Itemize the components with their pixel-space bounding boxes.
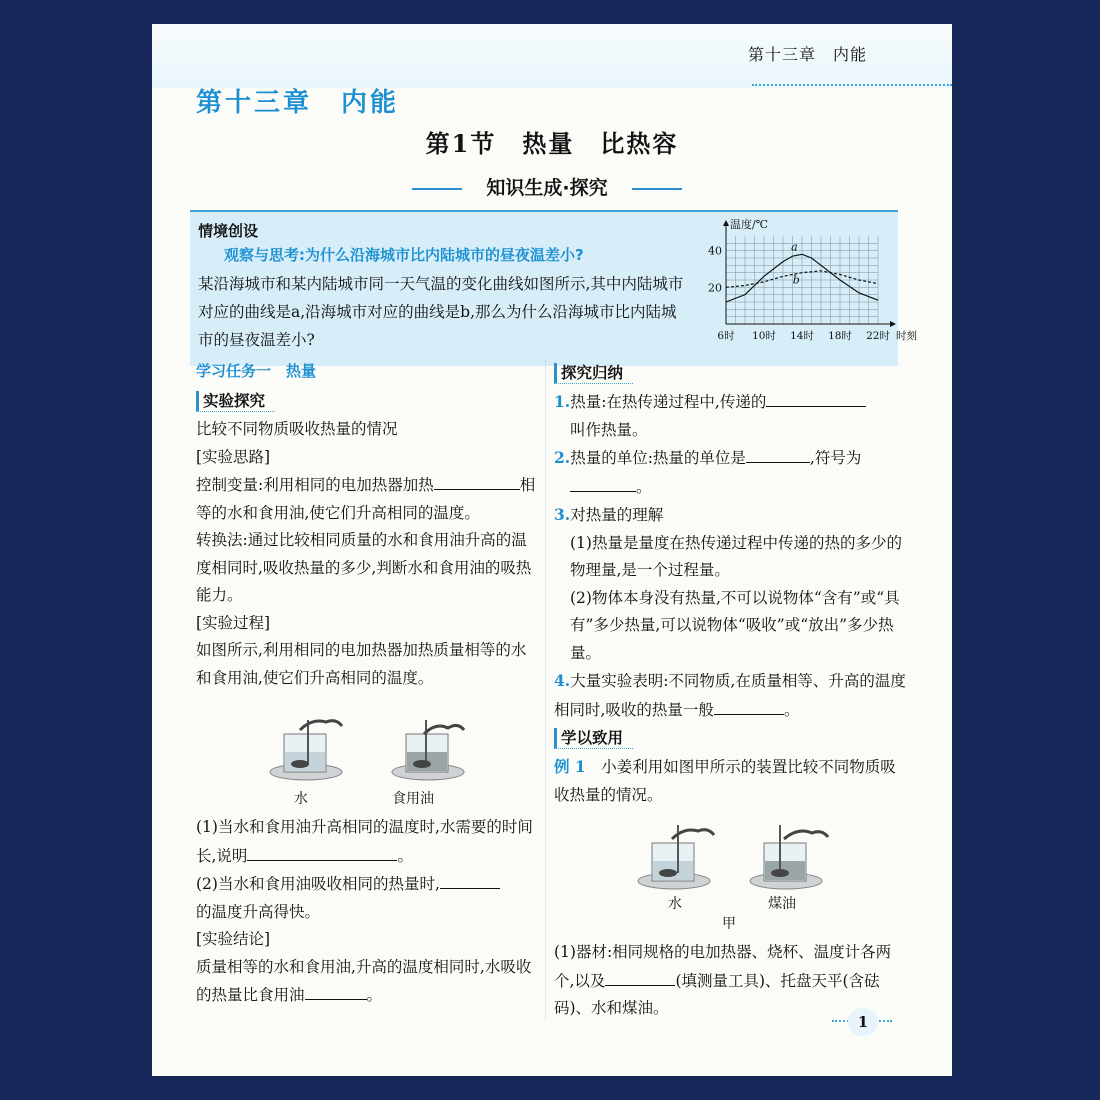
example-figure-caption: 甲 bbox=[722, 916, 736, 932]
figure-label-water: 水 bbox=[294, 791, 308, 807]
question-1 bbox=[196, 814, 536, 870]
conclusion-heading: [实验结论] bbox=[196, 930, 271, 948]
summary-item-1-text: 热量:在热传递过程中,传递的 bbox=[570, 393, 767, 411]
answer-blank[interactable] bbox=[440, 870, 500, 889]
answer-blank[interactable] bbox=[434, 471, 520, 490]
beaker-water bbox=[270, 720, 342, 780]
header-dotted-line bbox=[752, 84, 952, 86]
example-beakers-illustration bbox=[554, 817, 904, 917]
chapter-title: 第十三章 内能 bbox=[196, 88, 400, 118]
beaker-water-ex bbox=[638, 825, 714, 889]
y-tick-label: 20 bbox=[708, 281, 722, 295]
figure-label-oil: 食用油 bbox=[392, 791, 434, 807]
summary-item-2-text: 热量的单位:热量的单位是 bbox=[570, 449, 746, 467]
y-axis-label: 温度/℃ bbox=[730, 218, 769, 231]
conclusion-end: 。 bbox=[366, 986, 383, 1004]
answer-blank[interactable] bbox=[570, 473, 636, 492]
situation-text: 某沿海城市和某内陆城市同一天气温的变化曲线如图所示,其中内陆城市对应的曲线是a,沿海城市对应的曲线是b,那么为什么沿海城市比内陆城市的昼夜温差小? bbox=[198, 275, 684, 349]
temperature-chart bbox=[696, 216, 917, 350]
beakers-illustration bbox=[196, 700, 536, 810]
summary-item-3-heading: 对热量的理解 bbox=[570, 506, 664, 524]
process-text: 如图所示,利用相同的电加热器加热质量相等的水和食用油,使它们升高相同的温度。 bbox=[196, 641, 527, 687]
answer-blank[interactable] bbox=[766, 388, 866, 407]
summary-item-1 bbox=[554, 388, 906, 444]
experiment-intro: 比较不同物质吸收热量的情况 bbox=[196, 420, 398, 438]
example-1 bbox=[554, 753, 906, 809]
y-axis-arrow bbox=[723, 220, 729, 226]
summary-item-3 bbox=[554, 501, 906, 530]
question-1-end: 。 bbox=[397, 846, 413, 865]
example-label: 例 1 bbox=[554, 757, 586, 776]
answer-blank[interactable] bbox=[714, 696, 784, 715]
example-label-kerosene: 煤油 bbox=[768, 896, 796, 912]
chart-labels bbox=[708, 217, 917, 342]
summary-item-2-end: 。 bbox=[636, 477, 652, 496]
answer-blank[interactable] bbox=[605, 967, 675, 986]
situation-title: 情境创设 bbox=[198, 222, 259, 240]
example-question-1-text: (1)器材:相同规格的电加热器、烧杯、温度计各两个,以及 bbox=[554, 943, 892, 990]
section-banner bbox=[412, 172, 682, 206]
right-column bbox=[554, 360, 906, 1023]
series-label-b: b bbox=[792, 273, 800, 287]
task-title: 学习任务一 热量 bbox=[196, 362, 317, 380]
idea-1 bbox=[196, 471, 536, 527]
beaker-kerosene-ex bbox=[750, 825, 828, 889]
apply-tag: 学以致用 bbox=[554, 728, 633, 749]
x-axis-label: 时刻 bbox=[896, 330, 917, 342]
question-2 bbox=[196, 870, 536, 926]
summary-item-3-2: (2)物体本身没有热量,不可以说物体“含有”或“具有”多少热量,可以说物体“吸收”或“放出”多少热量。 bbox=[570, 588, 900, 662]
situation-box bbox=[190, 210, 917, 366]
idea-2: 转换法:通过比较相同质量的水和食用油升高的温度相同时,吸收热量的多少,判断水和食用油的吸热能力。 bbox=[196, 531, 532, 604]
conclusion bbox=[196, 954, 536, 1010]
column-divider bbox=[545, 360, 546, 1020]
section-title: 第1节 热量 比热容 bbox=[425, 129, 679, 158]
summary-tag: 探究归纳 bbox=[554, 363, 633, 384]
item-number: 1. bbox=[554, 392, 571, 411]
x-tick-label: 22时 bbox=[866, 330, 890, 342]
answer-blank[interactable] bbox=[247, 842, 397, 861]
item-number: 2. bbox=[554, 448, 571, 467]
banner-label: 知识生成·探究 bbox=[462, 174, 632, 202]
page-number-value: 1 bbox=[848, 1008, 878, 1036]
example-text: 小姜利用如图甲所示的装置比较不同物质吸收热量的情况。 bbox=[554, 758, 896, 804]
x-axis-arrow bbox=[890, 321, 896, 327]
question-2-text: (2)当水和食用油吸收相同的热量时, bbox=[196, 875, 440, 893]
running-header: 第十三章 内能 bbox=[748, 45, 868, 64]
summary-item-4-text: 大量实验表明:不同物质,在质量相等、升高的温度相同时,吸收的热量一般 bbox=[554, 672, 906, 719]
summary-item-4-end: 。 bbox=[783, 700, 800, 719]
x-tick-label: 10时 bbox=[752, 330, 776, 342]
idea-1-text: 控制变量:利用相同的电加热器加热 bbox=[196, 476, 434, 494]
answer-blank[interactable] bbox=[305, 981, 367, 1000]
x-tick-label: 18时 bbox=[828, 330, 852, 342]
experiment-tag: 实验探究 bbox=[196, 391, 275, 412]
y-tick-label: 40 bbox=[708, 244, 722, 258]
chart-axes bbox=[723, 220, 896, 327]
experiment-figure bbox=[196, 700, 536, 810]
idea-heading: [实验思路] bbox=[196, 447, 271, 466]
question-1-text: (1)当水和食用油升高相同的温度时,水需要的时间长,说明 bbox=[196, 818, 533, 865]
example-figure bbox=[554, 817, 906, 935]
item-number: 4. bbox=[554, 671, 571, 690]
example-question-1-end: (填测量工具)、托盘天平(含砝码)、水和煤油。 bbox=[554, 971, 880, 1017]
conclusion-text: 质量相等的水和食用油,升高的温度相同时,水吸收的热量比食用油 bbox=[196, 957, 532, 1004]
summary-item-1-end: 叫作热量。 bbox=[570, 420, 648, 439]
x-tick-label: 14时 bbox=[790, 330, 814, 342]
idea-1-text-end: 相等的水和食用油,使它们升高相同的温度。 bbox=[196, 476, 536, 522]
left-column bbox=[196, 388, 536, 1010]
beaker-oil bbox=[392, 720, 464, 780]
page-number bbox=[832, 1008, 892, 1036]
x-tick-label: 6时 bbox=[717, 330, 735, 342]
observe-question: 观察与思考:为什么沿海城市比内陆城市的昼夜温差小? bbox=[224, 246, 584, 264]
summary-item-4 bbox=[554, 667, 906, 724]
answer-blank[interactable] bbox=[746, 444, 810, 463]
summary-item-2 bbox=[554, 444, 906, 501]
textbook-page bbox=[152, 24, 952, 1076]
question-2-text-end: 的温度升高得快。 bbox=[196, 902, 321, 921]
example-label-water: 水 bbox=[668, 896, 682, 912]
series-label-a: a bbox=[791, 240, 798, 254]
item-number: 3. bbox=[554, 505, 571, 524]
summary-item-2-mid: ,符号为 bbox=[809, 449, 862, 467]
process-heading: [实验过程] bbox=[196, 613, 271, 632]
summary-item-3-1: (1)热量是量度在热传递过程中传递的热的多少的物理量,是一个过程量。 bbox=[570, 533, 902, 579]
chart-grid bbox=[726, 236, 878, 324]
